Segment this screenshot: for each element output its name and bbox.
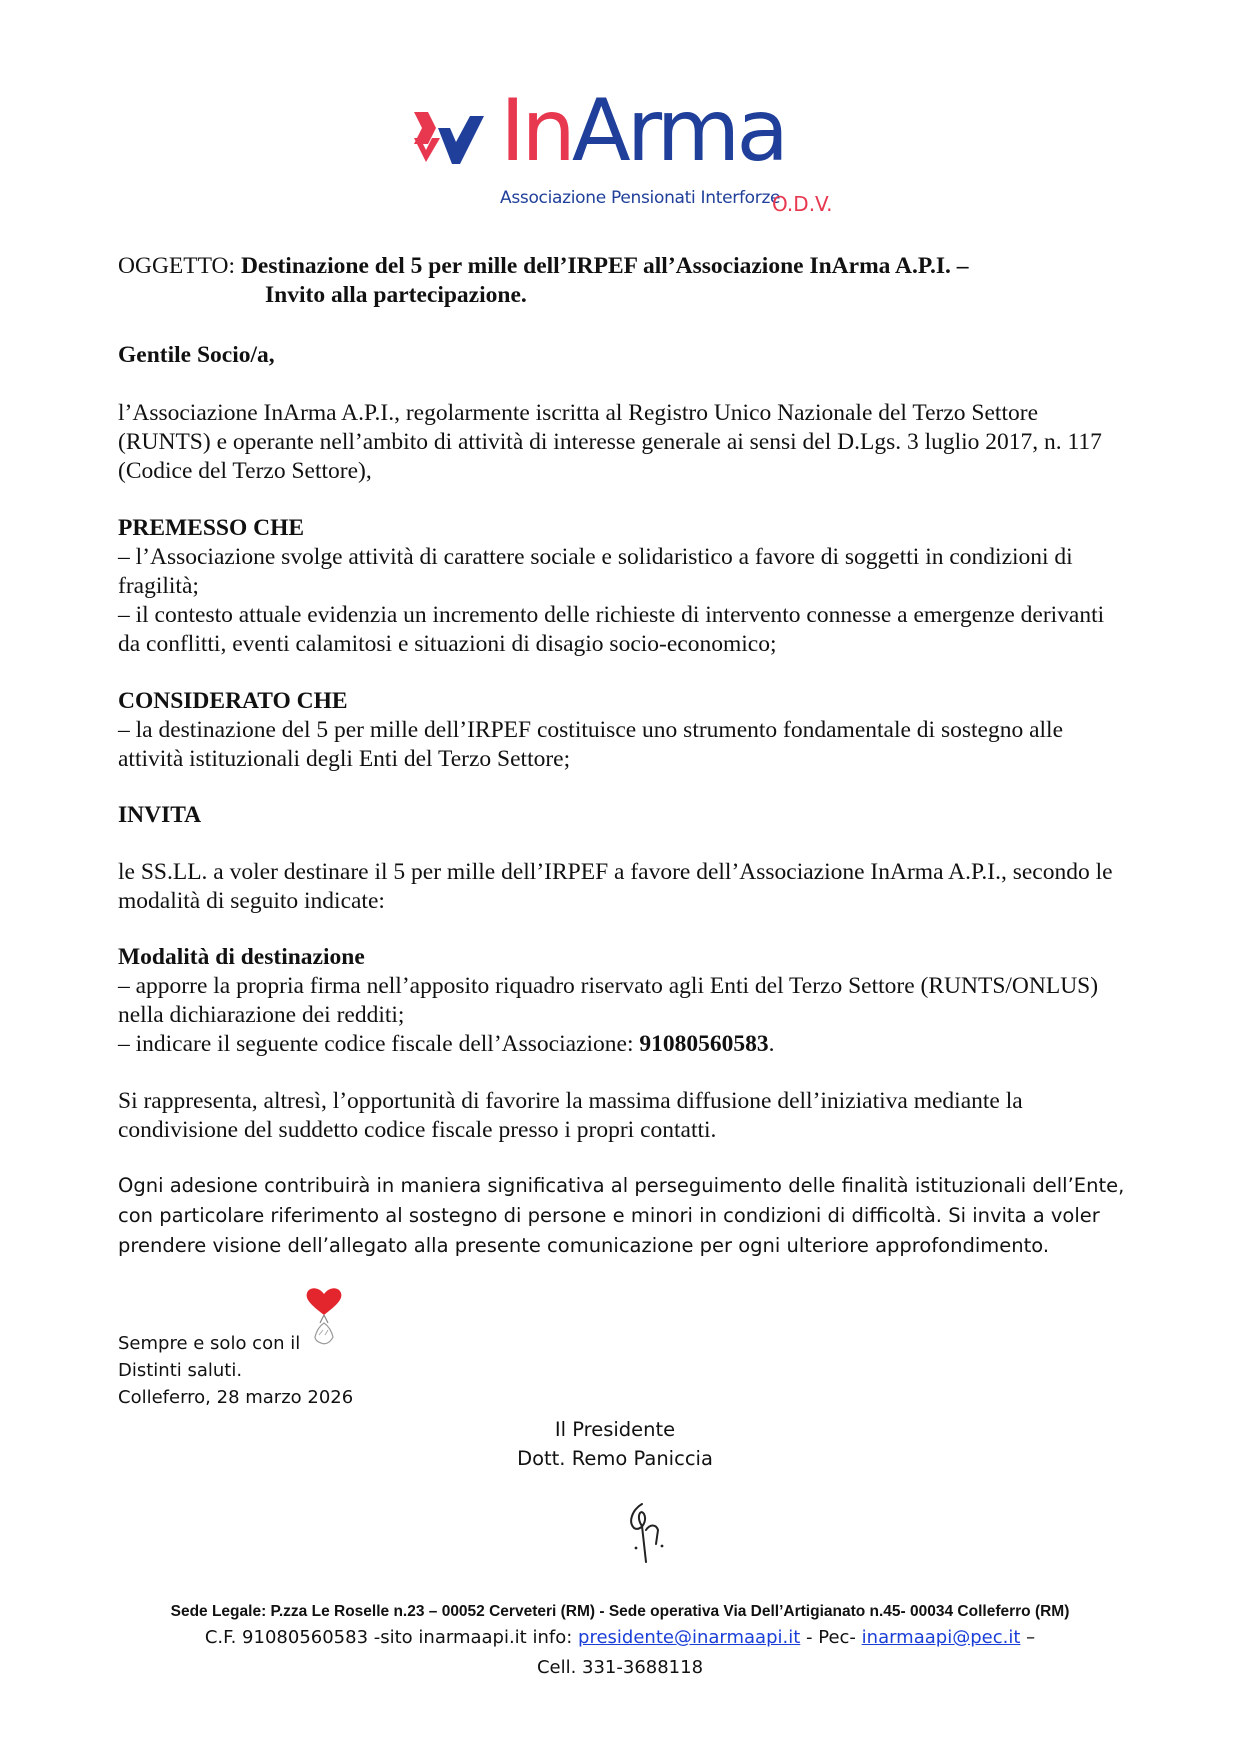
modalita-section <box>118 943 1128 1059</box>
greeting: Gentile Socio/a, <box>118 342 275 368</box>
footer-phone: Cell. 331-3688118 <box>536 1657 704 1678</box>
subject-title-line2: Invito alla partecipazione. <box>265 282 527 308</box>
signatory-role: Il Presidente <box>554 1418 676 1441</box>
sign-off <box>118 1330 353 1411</box>
premesso-heading: PREMESSO CHE <box>118 515 305 541</box>
handwritten-signature <box>620 1500 668 1564</box>
logo-wordmark: InArma <box>500 81 786 181</box>
chevron-logo-mark-icon <box>412 108 486 180</box>
modalita-item-codice <box>118 1030 1128 1059</box>
footer-contacts <box>0 1623 1240 1653</box>
footer-address: Sede Legale: P.zza Le Roselle n.23 – 00052 Cerveteri (RM) - Sede operativa Via Dell’Artigianato n.45- 00034 Colleferro (RM) <box>170 1603 1070 1620</box>
logo-tagline: Associazione Pensionati Interforze <box>500 188 781 208</box>
intro-paragraph: l’Associazione InArma A.P.I., regolarmente iscritta al Registro Unico Nazionale del Terzo Settore (RUNTS) e operante nell’ambito di attività di interesse generale ai sensi del D.Lgs. 3 luglio 2017, n. 117 (Codice del Terzo Settore), <box>118 400 1102 484</box>
pec-link[interactable]: inarmaapi@pec.it <box>861 1627 1021 1648</box>
footer-dash: – <box>1026 1627 1036 1648</box>
invita-heading: INVITA <box>118 802 202 828</box>
footer-cf: C.F. 91080560583 -sito inarmaapi.it info: <box>204 1627 573 1648</box>
email-link[interactable]: presidente@inarmaapi.it <box>578 1627 801 1648</box>
invita-paragraph: le SS.LL. a voler destinare il 5 per mille dell’IRPEF a favore dell’Associazione InArma A.P.I., secondo le modalità di seguito indicate: <box>118 859 1113 914</box>
subject-label: OGGETTO: <box>118 253 236 279</box>
subject <box>118 252 1128 310</box>
signatory-block <box>515 1415 715 1473</box>
premesso-item: – l’Associazione svolge attività di carattere sociale e solidaristico a favore di soggetti in condizioni di fragilità; <box>118 544 1073 599</box>
subject-title-line1: Destinazione del 5 per mille dell’IRPEF all’Associazione InArma A.P.I. – <box>240 253 969 279</box>
motto: Sempre e solo con il <box>118 1333 301 1354</box>
considerato-item: – la destinazione del 5 per mille dell’IRPEF costituisce uno strumento fondamentale di sostegno alle attività istituzionali degli Enti del Terzo Settore; <box>118 717 1064 772</box>
saluti: Distinti saluti. <box>118 1360 243 1381</box>
premesso-section <box>118 514 1128 659</box>
signatory-name: Dott. Remo Paniccia <box>517 1447 713 1470</box>
closing-paragraph: Ogni adesione contribuirà in maniera significativa al perseguimento delle finalità istituzionali dell’Ente, con particolare riferimento al sostegno di persone e minori in condizioni di difficoltà. Si invita a voler prendere visione dell’allegato alla presente comunicazione per ogni ulteriore approfondimento. <box>118 1174 1125 1257</box>
place-date: Colleferro, 28 marzo 2026 <box>118 1387 354 1408</box>
premesso-item: – il contesto attuale evidenzia un incremento delle richieste di intervento connesse a emergenze derivanti da conflitti, eventi calamitosi e situazioni di disagio socio-economico; <box>118 602 1105 657</box>
considerato-heading: CONSIDERATO CHE <box>118 688 348 714</box>
inarma-logo <box>412 81 852 220</box>
footer-pec-label: - Pec- <box>806 1627 856 1648</box>
codice-fiscale: 91080560583 <box>639 1031 769 1057</box>
rappresenta-paragraph: Si rappresenta, altresì, l’opportunità di favorire la massima diffusione dell’iniziativa mediante la condivisione del suddetto codice fiscale presso i propri contatti. <box>118 1088 1023 1143</box>
modalita-heading: Modalità di destinazione <box>118 944 365 970</box>
footer <box>0 1601 1240 1683</box>
modalita-item2-prefix: – indicare il seguente codice fiscale dell’Associazione: <box>118 1031 634 1057</box>
considerato-section <box>118 687 1128 774</box>
modalita-item: – apporre la propria firma nell’apposito riquadro riservato agli Enti del Terzo Settore (RUNTS/ONLUS) nella dichiarazione dei redditi; <box>118 973 1099 1028</box>
logo-odv: O.D.V. <box>772 192 833 216</box>
modalita-item2-suffix: . <box>768 1031 775 1057</box>
